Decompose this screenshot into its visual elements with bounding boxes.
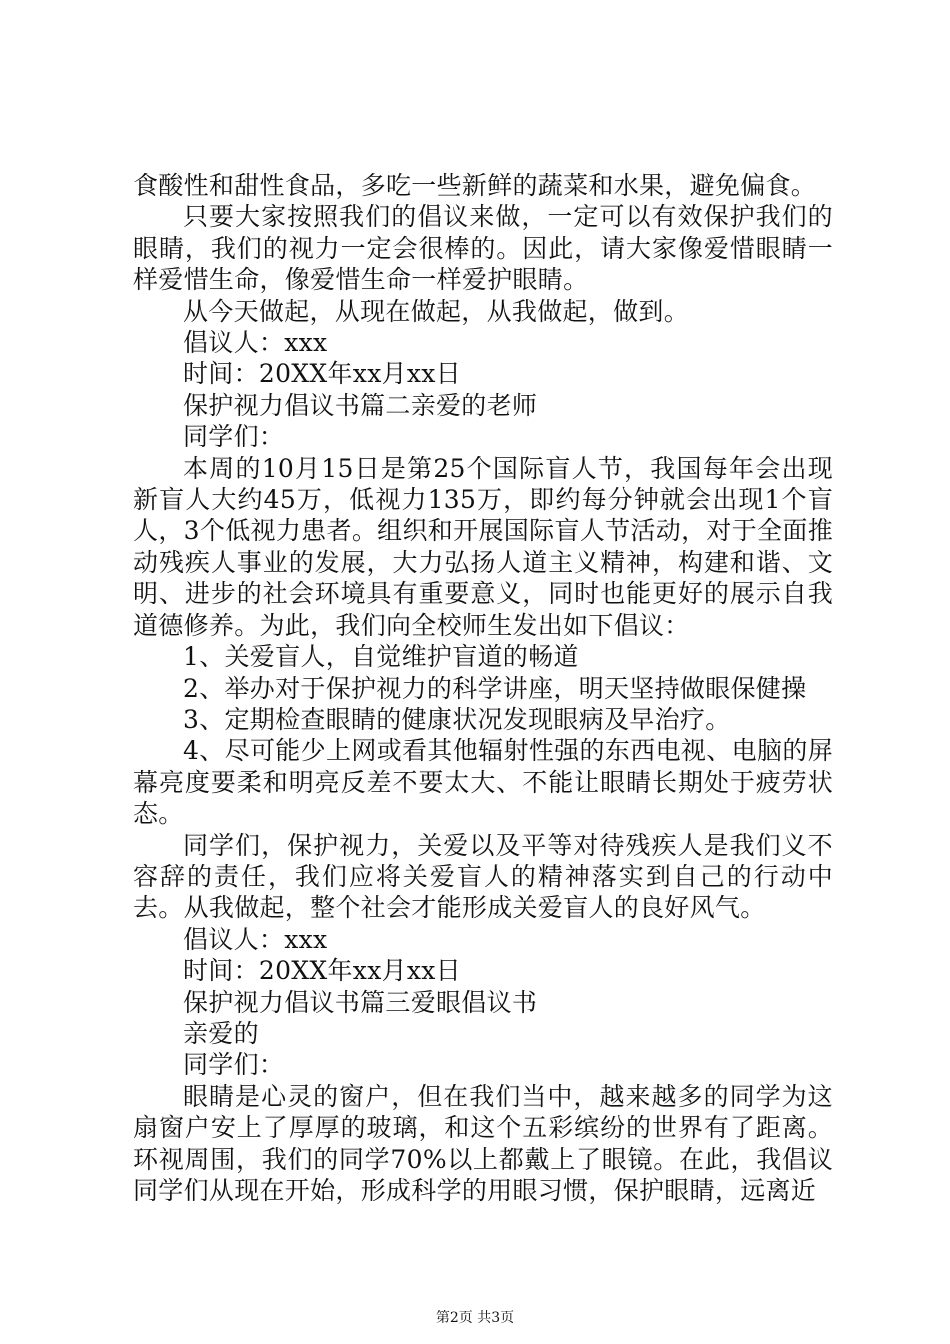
initiator-line: 倡议人：xxx	[183, 924, 328, 954]
section-heading: 保护视力倡议书篇二亲爱的老师	[183, 390, 538, 420]
paragraph: 从今天做起，从现在做起，从我做起，做到。	[183, 296, 690, 326]
list-item: 3、定期检查眼睛的健康状况发现眼病及早治疗。	[183, 704, 731, 734]
date-line: 时间：20XX年xx月xx日	[183, 956, 462, 986]
salutation: 亲爱的	[183, 1018, 259, 1048]
page-number-footer: 第2页 共3页	[435, 1310, 515, 1326]
list-item: 4、尽可能少上网或看其他辐射性强的东西电视、电脑的屏幕亮度要柔和明亮反差不要太大、不能让眼睛长期处于疲劳状态。	[133, 736, 833, 829]
salutation: 同学们：	[183, 422, 285, 452]
list-item: 2、举办对于保护视力的科学讲座，明天坚持做眼保健操	[183, 673, 807, 703]
paragraph: 眼睛是心灵的窗户，但在我们当中，越来越多的同学为这扇窗户安上了厚厚的玻璃，和这个五彩缤纷的世界有了距离。环视周围，我们的同学70%以上都戴上了眼镜。在此，我倡议同学们从现在开始，形成科学的用眼习惯，保护眼睛，远离近	[133, 1081, 833, 1205]
paragraph: 本周的10月15日是第25个国际盲人节，我国每年会出现新盲人大约45万，低视力135万，即约每分钟就会出现1个盲人，3个低视力患者。组织和开展国际盲人节活动，对于全面推动残疾人事业的发展，大力弘扬人道主义精神，构建和谐、文明、进步的社会环境具有重要意义，同时也能更好的展示自我道德修养。为此，我们向全校师生发出如下倡议：	[133, 453, 833, 640]
paragraph: 食酸性和甜性食品，多吃一些新鲜的蔬菜和水果，避免偏食。	[133, 171, 817, 200]
section-heading: 保护视力倡议书篇三爱眼倡议书	[183, 987, 538, 1017]
paragraph: 同学们，保护视力，关爱以及平等对待残疾人是我们义不容辞的责任，我们应将关爱盲人的精神落实到自己的行动中去。从我做起，整个社会才能形成关爱盲人的良好风气。	[133, 830, 833, 923]
initiator-line: 倡议人：xxx	[183, 328, 328, 358]
date-line: 时间：20XX年xx月xx日	[183, 359, 462, 389]
paragraph: 只要大家按照我们的倡议来做，一定可以有效保护我们的眼睛，我们的视力一定会很棒的。因此，请大家像爱惜眼睛一样爱惜生命，像爱惜生命一样爱护眼睛。	[133, 202, 833, 295]
list-item: 1、关爱盲人，自觉维护盲道的畅道	[183, 642, 579, 672]
document-body	[133, 170, 833, 1206]
salutation: 同学们：	[183, 1050, 285, 1080]
